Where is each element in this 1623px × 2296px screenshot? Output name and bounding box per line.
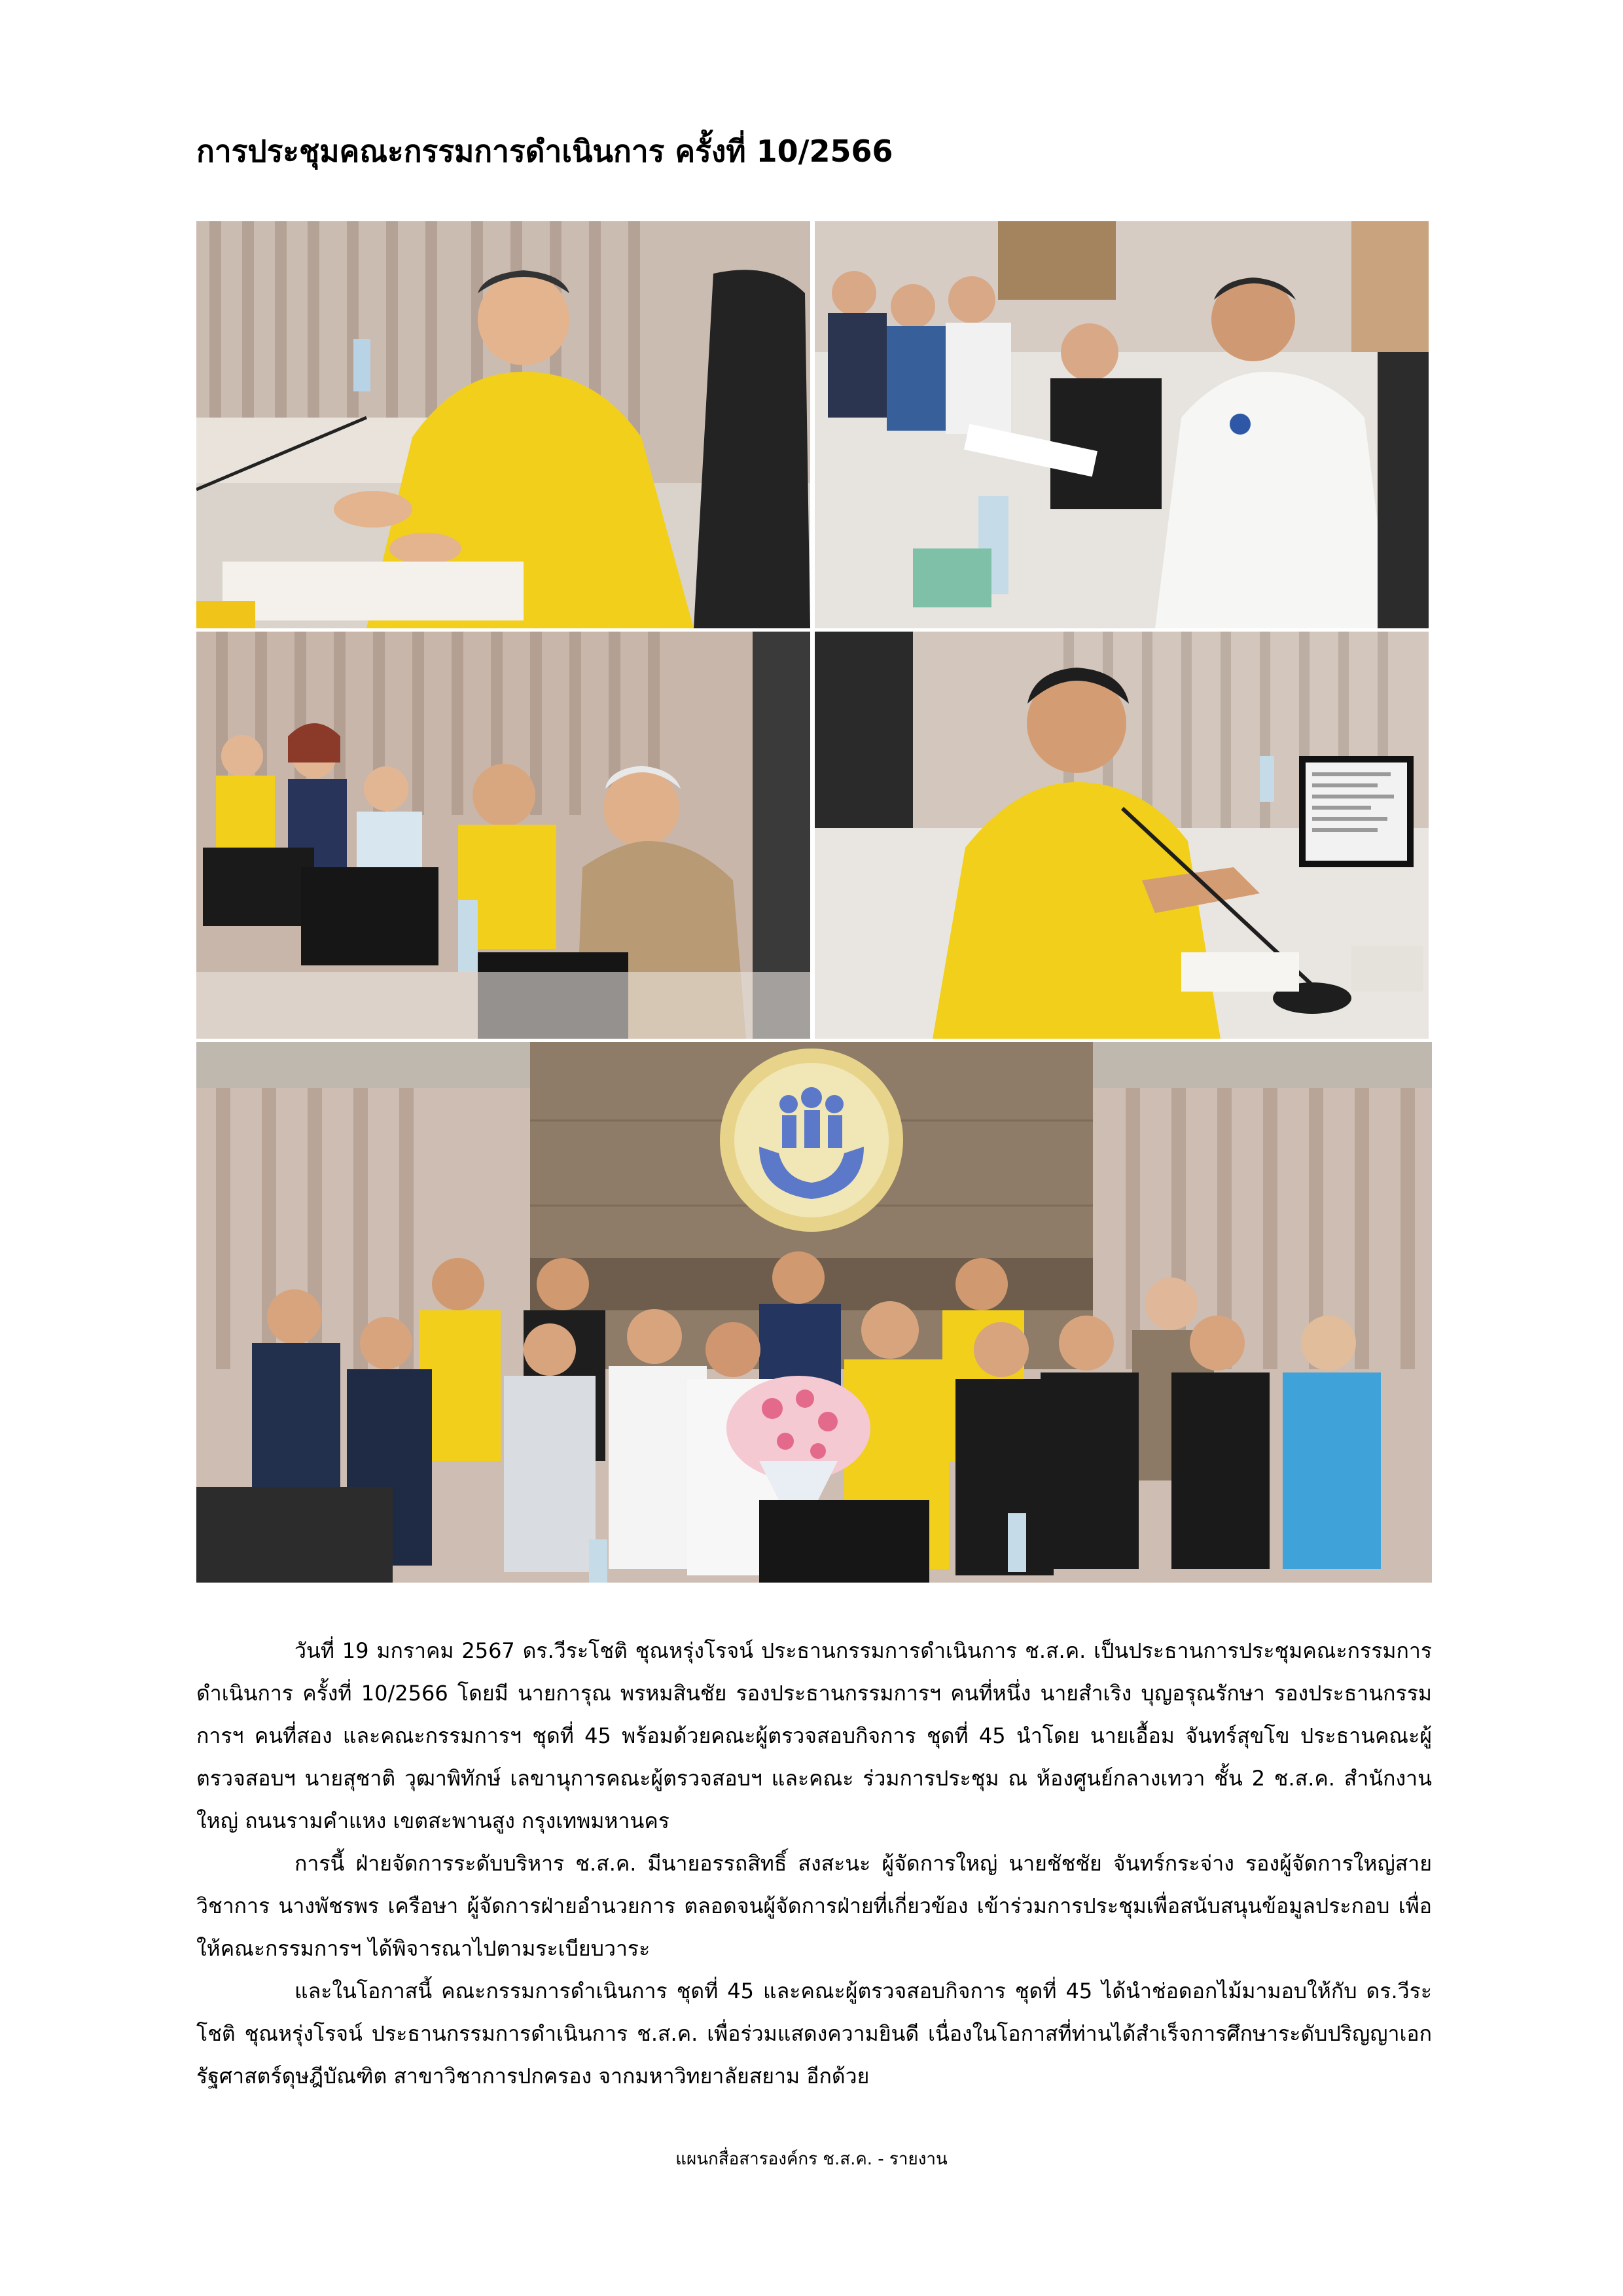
group-photo-flowers-image	[196, 1042, 1432, 1583]
article-paragraph-3: และในโอกาสนี้ คณะกรรมการดำเนินการ ชุดที่ 45 และคณะผู้ตรวจสอบกิจการ ชุดที่ 45 ได้นำช่อดอกไม้มามอบให้กับ ดร.วีระโชติ ชุณหรุ่งโรจน์ ประธานกรรมการดำเนินการ ช.ส.ค. เพื่อร่วมแสดงความยินดี เนื่องในโอกาสที่ท่านได้สำเร็จการศึกษาระดับปริญญาเอก รัฐศาสตร์ดุษฎีบัณฑิต สาขาวิชาการปกครอง จากมหาวิทยาลัยสยาม อีกด้วย	[196, 1979, 1432, 2089]
document-title: การประชุมคณะกรรมการดำเนินการ ครั้งที่ 10/2566	[196, 134, 893, 169]
report-footer: แผนกสื่อสารองค์กร ช.ส.ค. - รายงาน	[675, 2149, 948, 2169]
meeting-photo-participants-image	[196, 632, 810, 1039]
group-photo-flowers	[196, 1042, 1432, 1583]
meeting-photo-executive	[815, 632, 1429, 1039]
meeting-photo-committee-image	[815, 221, 1429, 628]
meeting-photo-executive-image	[815, 632, 1429, 1039]
article-body	[196, 1630, 1432, 2098]
meeting-photo-chairman-image	[196, 221, 810, 628]
article-paragraph-2: การนี้ ฝ่ายจัดการระดับบริหาร ช.ส.ค. มีนายอรรถสิทธิ์ สงสะนะ ผู้จัดการใหญ่ นายชัชชัย จันทร์กระจ่าง รองผู้จัดการใหญ่สายวิชาการ นางพัชรพร เครือษา ผู้จัดการฝ่ายอำนวยการ ตลอดจนผู้จัดการฝ่ายที่เกี่ยวข้อง เข้าร่วมการประชุมเพื่อสนับสนุนข้อมูลประกอบ เพื่อให้คณะกรรมการฯ ได้พิจารณาไปตามระเบียบวาระ	[196, 1851, 1432, 1961]
meeting-photo-participants	[196, 632, 810, 1039]
meeting-photo-committee	[815, 221, 1429, 628]
meeting-photo-chairman	[196, 221, 810, 628]
article-paragraph-1: วันที่ 19 มกราคม 2567 ดร.วีระโชติ ชุณหรุ่งโรจน์ ประธานกรรมการดำเนินการ ช.ส.ค. เป็นประธานการประชุมคณะกรรมการดำเนินการ ครั้งที่ 10/2566 โดยมี นายการุณ พรหมสินชัย รองประธานกรรมการฯ คนที่หนึ่ง นายสำเริง บุญอรุณรักษา รองประธานกรรมการฯ คนที่สอง และคณะกรรมการฯ ชุดที่ 45 พร้อมด้วยคณะผู้ตรวจสอบกิจการ ชุดที่ 45 นำโดย นายเอื้อม จันทร์สุขโข ประธานคณะผู้ตรวจสอบฯ นายสุชาติ วุฒาพิทักษ์ เลขานุการคณะผู้ตรวจสอบฯ และคณะ ร่วมการประชุม ณ ห้องศูนย์กลางเทวา ชั้น 2 ช.ส.ค. สำนักงานใหญ่ ถนนรามคำแหง เขตสะพานสูง กรุงเทพมหานคร	[196, 1638, 1433, 1833]
